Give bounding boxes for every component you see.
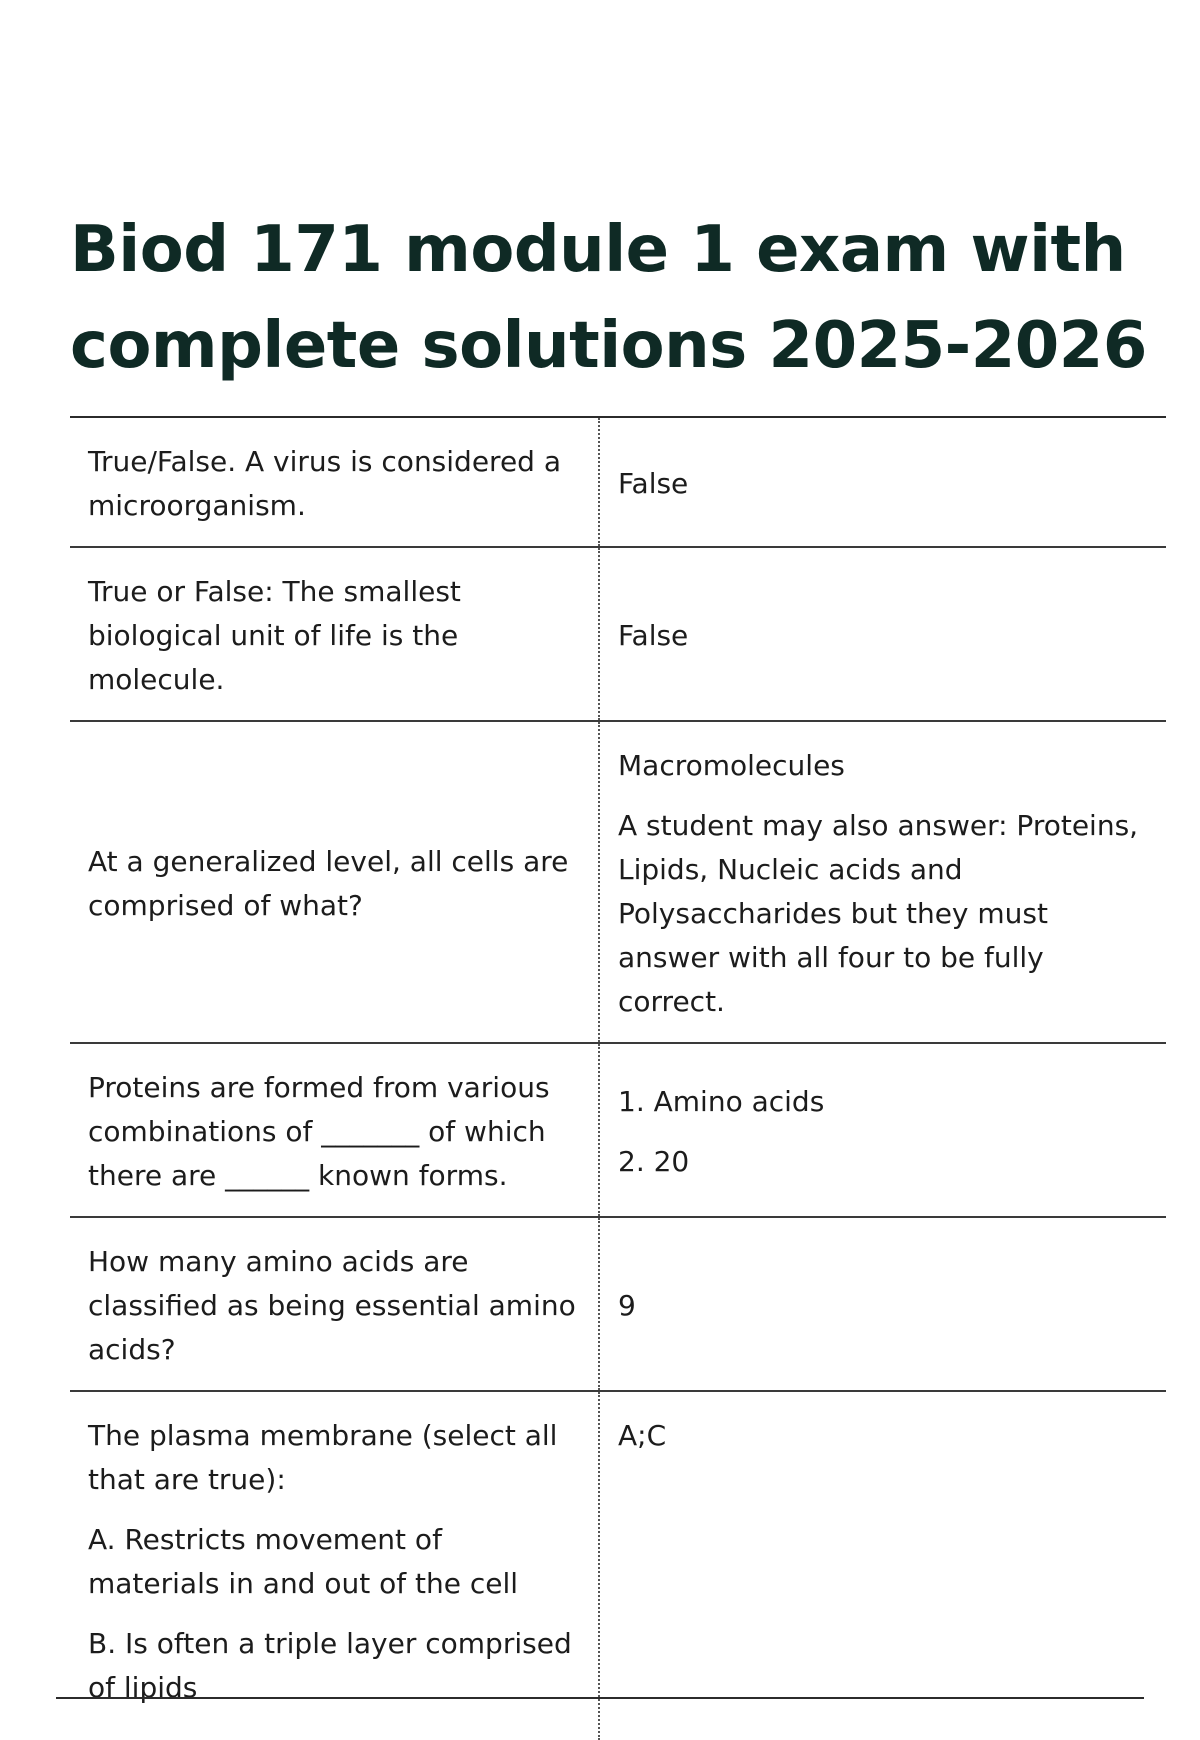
- answer-text: 1. Amino acids: [618, 1085, 825, 1118]
- question-option: B. Is often a triple layer comprised of lipids: [88, 1627, 572, 1704]
- question-text: At a generalized level, all cells are comprised of what?: [88, 845, 569, 922]
- answer-text: A;C: [618, 1419, 667, 1452]
- table-row: [70, 418, 1166, 548]
- answer-text: A student may also answer: Proteins, Lipids, Nucleic acids and Polysaccharides but they must answer with all four to be fully correct.: [618, 809, 1139, 1018]
- question-text: Proteins are formed from various combinations of _______ of which there are ______ known forms.: [88, 1071, 550, 1192]
- answer-text: False: [618, 467, 689, 500]
- answer-text: 2. 20: [618, 1145, 690, 1178]
- question-cell: [70, 548, 600, 720]
- question-cell: [70, 418, 600, 546]
- page-title: Biod 171 module 1 exam with complete solutions 2025-2026: [70, 213, 1147, 383]
- qa-table: [70, 416, 1166, 1740]
- question-text: True or False: The smallest biological unit of life is the molecule.: [88, 575, 461, 696]
- answer-text: 9: [618, 1289, 636, 1322]
- answer-cell: [600, 418, 1166, 546]
- question-option: A. Restricts movement of materials in and out of the cell: [88, 1523, 519, 1600]
- question-cell: [70, 1392, 600, 1740]
- page-footer-rule: [56, 1697, 1144, 1699]
- table-row: [70, 722, 1166, 1044]
- question-cell: [70, 1218, 600, 1390]
- answer-cell: [600, 722, 1166, 1042]
- answer-text: Macromolecules: [618, 749, 845, 782]
- question-cell: [70, 1044, 600, 1216]
- question-text: How many amino acids are classified as being essential amino acids?: [88, 1245, 576, 1366]
- table-row: [70, 548, 1166, 722]
- table-row: [70, 1392, 1166, 1740]
- question-text: The plasma membrane (select all that are true):: [88, 1419, 558, 1496]
- answer-cell: [600, 1044, 1166, 1216]
- answer-cell: [600, 1218, 1166, 1390]
- question-cell: [70, 722, 600, 1042]
- answer-cell: [600, 1392, 1166, 1740]
- question-text: True/False. A virus is considered a microorganism.: [88, 445, 562, 522]
- answer-cell: [600, 548, 1166, 720]
- answer-text: False: [618, 619, 689, 652]
- table-row: [70, 1044, 1166, 1218]
- table-row: [70, 1218, 1166, 1392]
